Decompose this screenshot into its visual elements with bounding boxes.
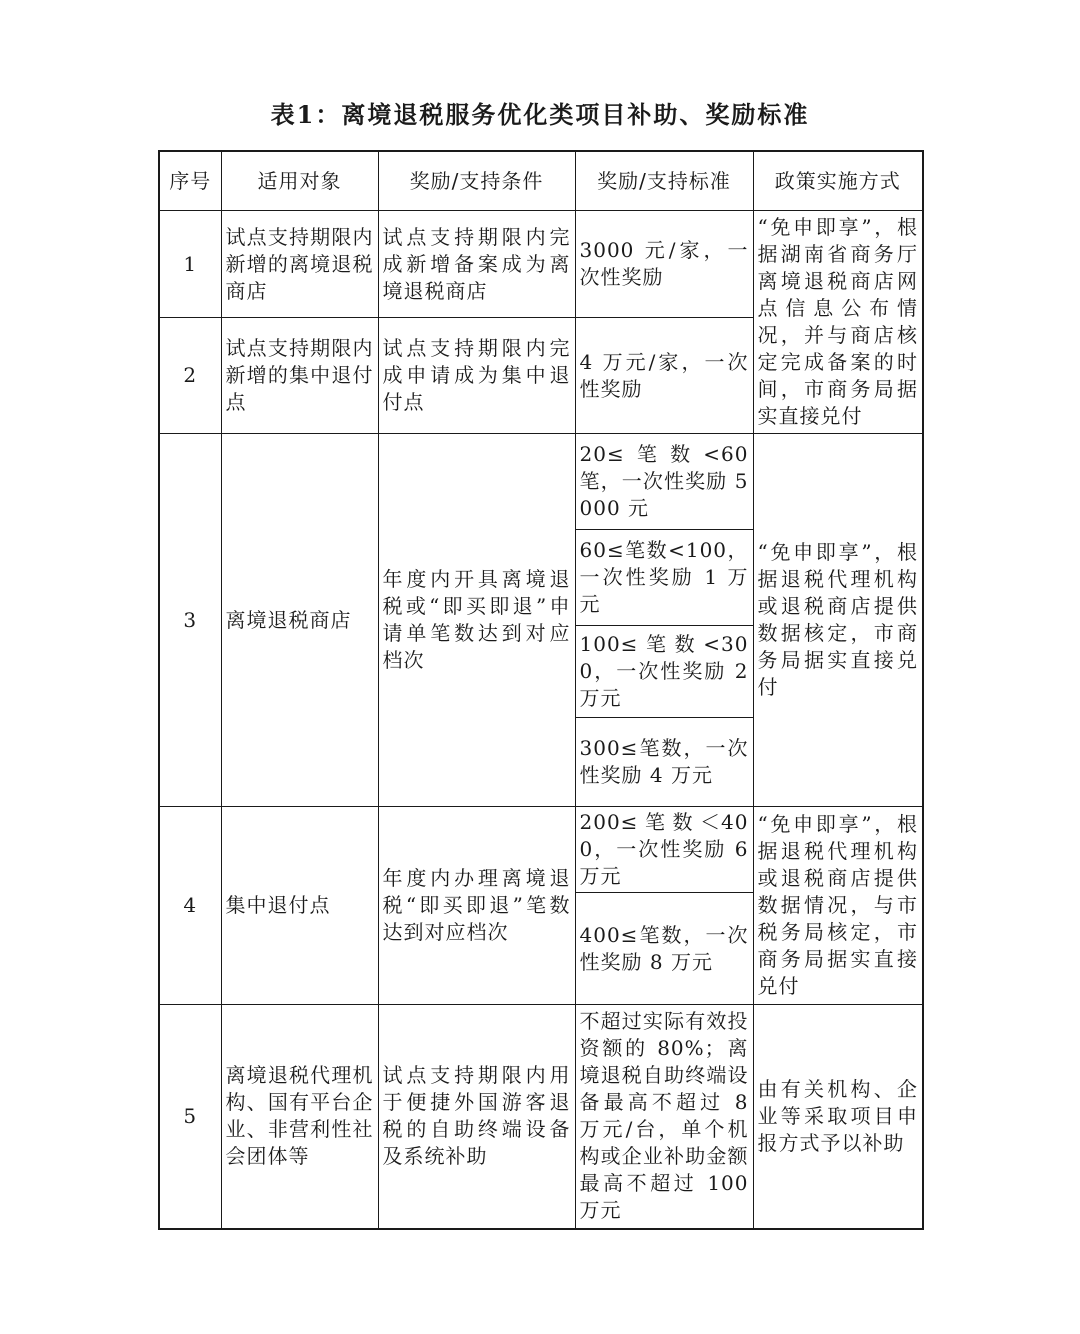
row-target: 试点支持期限内新增的离境退税商店 — [221, 211, 378, 318]
row-standard-tier: 400≤笔数，一次性奖励 8 万元 — [575, 893, 753, 1005]
row-condition: 试点支持期限内用于便捷外国游客退税的自助终端设备及系统补助 — [378, 1005, 575, 1229]
table-row — [159, 211, 923, 318]
header-method: 政策实施方式 — [753, 151, 923, 211]
table-row — [159, 434, 923, 530]
row-condition: 试点支持期限内完成新增备案成为离境退税商店 — [378, 211, 575, 318]
row-seq: 2 — [159, 318, 221, 434]
row-target: 离境退税商店 — [221, 434, 378, 807]
row-method: 由有关机构、企业等采取项目申报方式予以补助 — [753, 1005, 923, 1229]
row-seq: 3 — [159, 434, 221, 807]
row-seq: 5 — [159, 1005, 221, 1229]
row-standard-tier: 300≤笔数，一次性奖励 4 万元 — [575, 718, 753, 807]
row-standard: 不超过实际有效投资额的 80%；离境退税自助终端设备最高不超过 8 万元/台，单个机构或企业补助金额最高不超过 100 万元 — [575, 1005, 753, 1229]
row-method: “免申即享”，根据湖南省商务厅离境退税商店网点信息公布情况，并与商店核定完成备案的时间，市商务局据实直接兑付 — [753, 211, 923, 434]
row-condition: 年度内办理离境退税“即买即退”笔数达到对应档次 — [378, 807, 575, 1005]
table-header-row — [159, 151, 923, 211]
row-seq: 1 — [159, 211, 221, 318]
row-condition: 年度内开具离境退税或“即买即退”申请单笔数达到对应档次 — [378, 434, 575, 807]
row-standard-tier: 200≤笔数＜400，一次性奖励 6 万元 — [575, 807, 753, 893]
row-standard-tier: 20≤笔数<60 笔，一次性奖励 5000 元 — [575, 434, 753, 530]
table-row — [159, 807, 923, 893]
row-standard: 3000 元/家，一次性奖励 — [575, 211, 753, 318]
header-standard: 奖励/支持标准 — [575, 151, 753, 211]
table-row — [159, 1005, 923, 1229]
row-condition: 试点支持期限内完成申请成为集中退付点 — [378, 318, 575, 434]
row-method: “免申即享”，根据退税代理机构或退税商店提供数据情况，与市税务局核定，市商务局据实直接兑付 — [753, 807, 923, 1005]
row-seq: 4 — [159, 807, 221, 1005]
header-condition: 奖励/支持条件 — [378, 151, 575, 211]
row-target: 集中退付点 — [221, 807, 378, 1005]
header-seq: 序号 — [159, 151, 221, 211]
row-standard-tier: 100≤笔数<300，一次性奖励 2 万元 — [575, 626, 753, 718]
row-standard: 4 万元/家，一次性奖励 — [575, 318, 753, 434]
subsidy-standards-table — [158, 150, 924, 1230]
row-standard-tier: 60≤笔数<100，一次性奖励 1 万元 — [575, 530, 753, 626]
header-target: 适用对象 — [221, 151, 378, 211]
row-method: “免申即享”，根据退税代理机构或退税商店提供数据核定，市商务局据实直接兑付 — [753, 434, 923, 807]
table-title: 表1：离境退税服务优化类项目补助、奖励标准 — [270, 100, 810, 129]
row-target: 离境退税代理机构、国有平台企业、非营利性社会团体等 — [221, 1005, 378, 1229]
row-target: 试点支持期限内新增的集中退付点 — [221, 318, 378, 434]
